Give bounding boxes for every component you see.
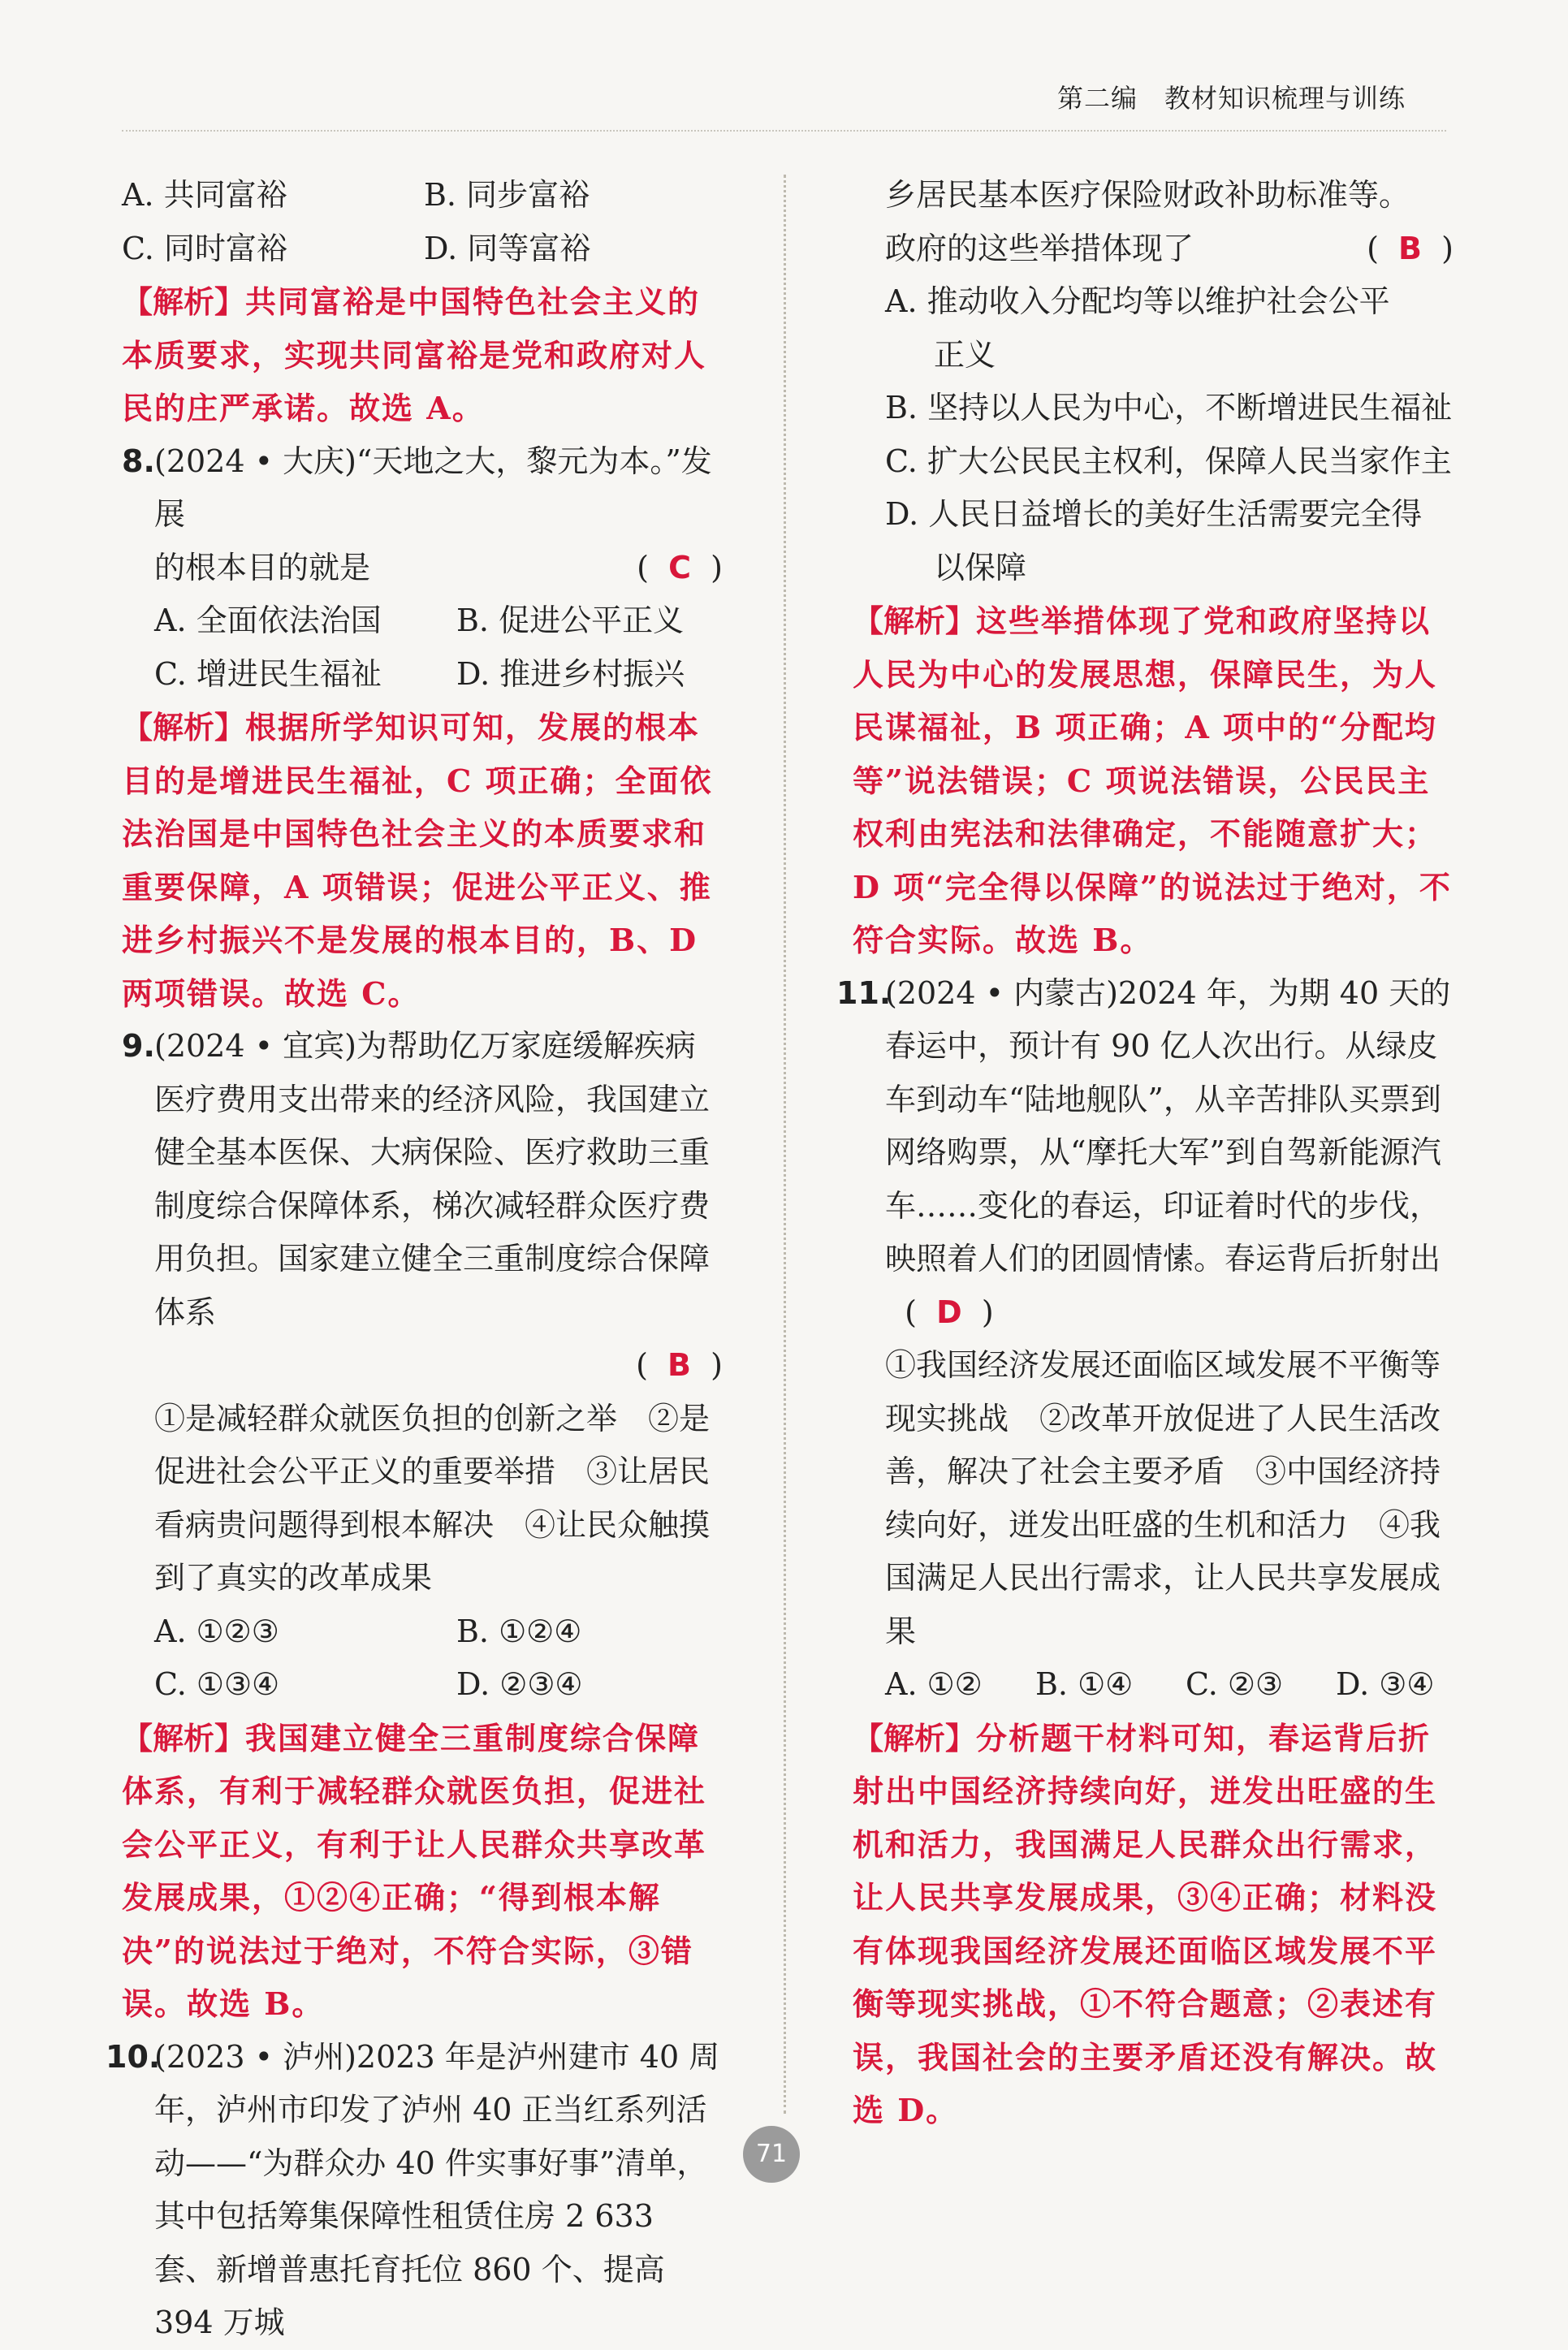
answer-bracket: ( C ) [637, 549, 723, 585]
question-10 [106, 2031, 723, 2350]
question-stem-cont: 的根本目的就是 [154, 549, 371, 585]
option-d: D. ③④ [1336, 1666, 1435, 1702]
question-stem: (2024 • 内蒙古)2024 年，为期 40 天的春运中，预计有 90 亿人次出行。从绿皮车到动车“陆地舰队”，从辛苦排队买票到网络购票，从“摩托大军”到自驾新能源汽车……变化的春运，印证着时代的步伐，映照着人们的团圆情愫。春运背后折射出 ( D ) [885, 974, 1451, 1330]
option-a: A. 推动收入分配均等以维护社会公平 [885, 283, 1390, 319]
answer-bracket: ( B ) [1367, 230, 1454, 266]
question-number: 11. [836, 974, 892, 1011]
question-9 [122, 1020, 723, 1712]
option-c: C. 同时富裕 [122, 230, 287, 266]
question-11-explanation: 【解析】分析题干材料可知，春运背后折射出中国经济持续向好，迸发出旺盛的生机和活力，我国满足人民群众出行需求，让人民共享发展成果，③④正确；材料没有体现我国经济发展还面临区域发展不平衡等现实挑战，①不符合题意；②表述有误，我国社会的主要矛盾还没有解决。故选 D。 [853, 1719, 1438, 2128]
question-10-continued [853, 169, 1454, 594]
answer: C [668, 549, 692, 585]
question-stem: (2024 • 宜宾)为帮助亿万家庭缓解疾病医疗费用支出带来的经济风险，我国建立健全基本医保、大病保险、医疗救助三重制度综合保障体系，梯次减轻群众医疗费用负担。国家建立健全三重制度综合保障体系 [154, 1028, 711, 1330]
question-stem-cont: 政府的这些举措体现了 [885, 230, 1194, 266]
option-a: A. 全面依法治国 [154, 603, 382, 638]
option-a: A. ①② [885, 1666, 983, 1702]
option-b: B. 同步富裕 [424, 177, 590, 213]
option-d-cont: 以保障 [934, 549, 1027, 585]
option-d: D. 推进乡村振兴 [456, 655, 685, 692]
question-7-explanation: 【解析】共同富裕是中国特色社会主义的本质要求，实现共同富裕是党和政府对人民的庄严承诺。故选 A。 [122, 283, 707, 426]
question-number: 8. [122, 443, 155, 479]
answer-bracket: ( D ) [885, 1294, 994, 1330]
question-stem-cont: 乡居民基本医疗保险财政补助标准等。 [885, 177, 1410, 213]
question-stem: (2023 • 泸州)2023 年是泸州建市 40 周年，泸州市印发了泸州 40 正当红系列活动——“为群众办 40 件实事好事”清单，其中包括筹集保障性租赁住房 2 633 套、新增普惠托育托位 860 个、提高 394 万城 [154, 2038, 720, 2340]
question-8 [122, 435, 723, 702]
option-a: A. ①②③ [154, 1613, 279, 1649]
option-b: B. 促进公平正义 [456, 603, 685, 638]
option-d: D. 同等富裕 [424, 230, 591, 266]
option-b: B. ①④ [1035, 1666, 1134, 1702]
column-divider [784, 175, 786, 2114]
question-11 [836, 967, 1454, 1712]
question-stem: (2024 • 大庆)“天地之大，黎元为本。”发展 [154, 443, 712, 532]
question-8-explanation: 【解析】根据所学知识可知，发展的根本目的是增进民生福祉，C 项正确；全面依法治国是中国特色社会主义的本质要求和重要保障，A 项错误；促进公平正义、推进乡村振兴不是发展的根本目的，B、D 两项错误。故选 C。 [122, 709, 713, 1012]
option-a: A. 共同富裕 [122, 177, 287, 213]
right-column [836, 169, 1454, 2137]
option-c: C. 扩大公民民主权利，保障人民当家作主 [885, 443, 1452, 479]
answer-bracket: ( B ) [636, 1347, 723, 1383]
page-number: 71 [743, 2126, 800, 2183]
option-c: C. ②③ [1186, 1666, 1284, 1702]
answer: B [667, 1347, 692, 1383]
option-c: C. 增进民生福祉 [154, 655, 382, 692]
statement-items: ①是减轻群众就医负担的创新之举 ②是促进社会公平正义的重要举措 ③让居民看病贵问题得到根本解决 ④让民众触摸到了真实的改革成果 [154, 1400, 711, 1596]
answer: D [936, 1294, 962, 1330]
option-d: D. ②③④ [456, 1666, 583, 1702]
running-header: 第二编 教材知识梳理与训练 [1056, 83, 1406, 114]
question-7-options [122, 169, 723, 275]
option-c: C. ①③④ [154, 1666, 280, 1702]
answer: B [1398, 230, 1423, 266]
option-b: B. 坚持以人民为中心，不断增进民生福祉 [885, 390, 1453, 426]
option-b: B. ①②④ [456, 1613, 582, 1649]
question-9-explanation: 【解析】我国建立健全三重制度综合保障体系，有利于减轻群众就医负担，促进社会公平正义，有利于让人民群众共享改革发展成果，①②④正确；“得到根本解决”的说法过于绝对，不符合实际，③错误。故选 B。 [122, 1719, 707, 2022]
option-d: D. 人民日益增长的美好生活需要完全得 [885, 496, 1423, 532]
question-number: 9. [122, 1028, 155, 1064]
question-number: 10. [106, 2038, 161, 2075]
header-divider [122, 130, 1446, 132]
question-10-explanation: 【解析】这些举措体现了党和政府坚持以人民为中心的发展思想，保障民生，为人民谋福祉，B 项正确；A 项中的“分配均等”说法错误；C 项说法错误，公民民主权利由宪法和法律确定，不能随意扩大；D 项“完全得以保障”的说法过于绝对，不符合实际。故选 B。 [853, 603, 1452, 958]
left-column [106, 169, 723, 2350]
option-a-cont: 正义 [934, 336, 996, 373]
statement-items: ①我国经济发展还面临区域发展不平衡等现实挑战 ②改革开放促进了人民生活改善，解决了社会主要矛盾 ③中国经济持续向好，迸发出旺盛的生机和活力 ④我国满足人民出行需求，让人民共享发展成果 [885, 1347, 1441, 1649]
